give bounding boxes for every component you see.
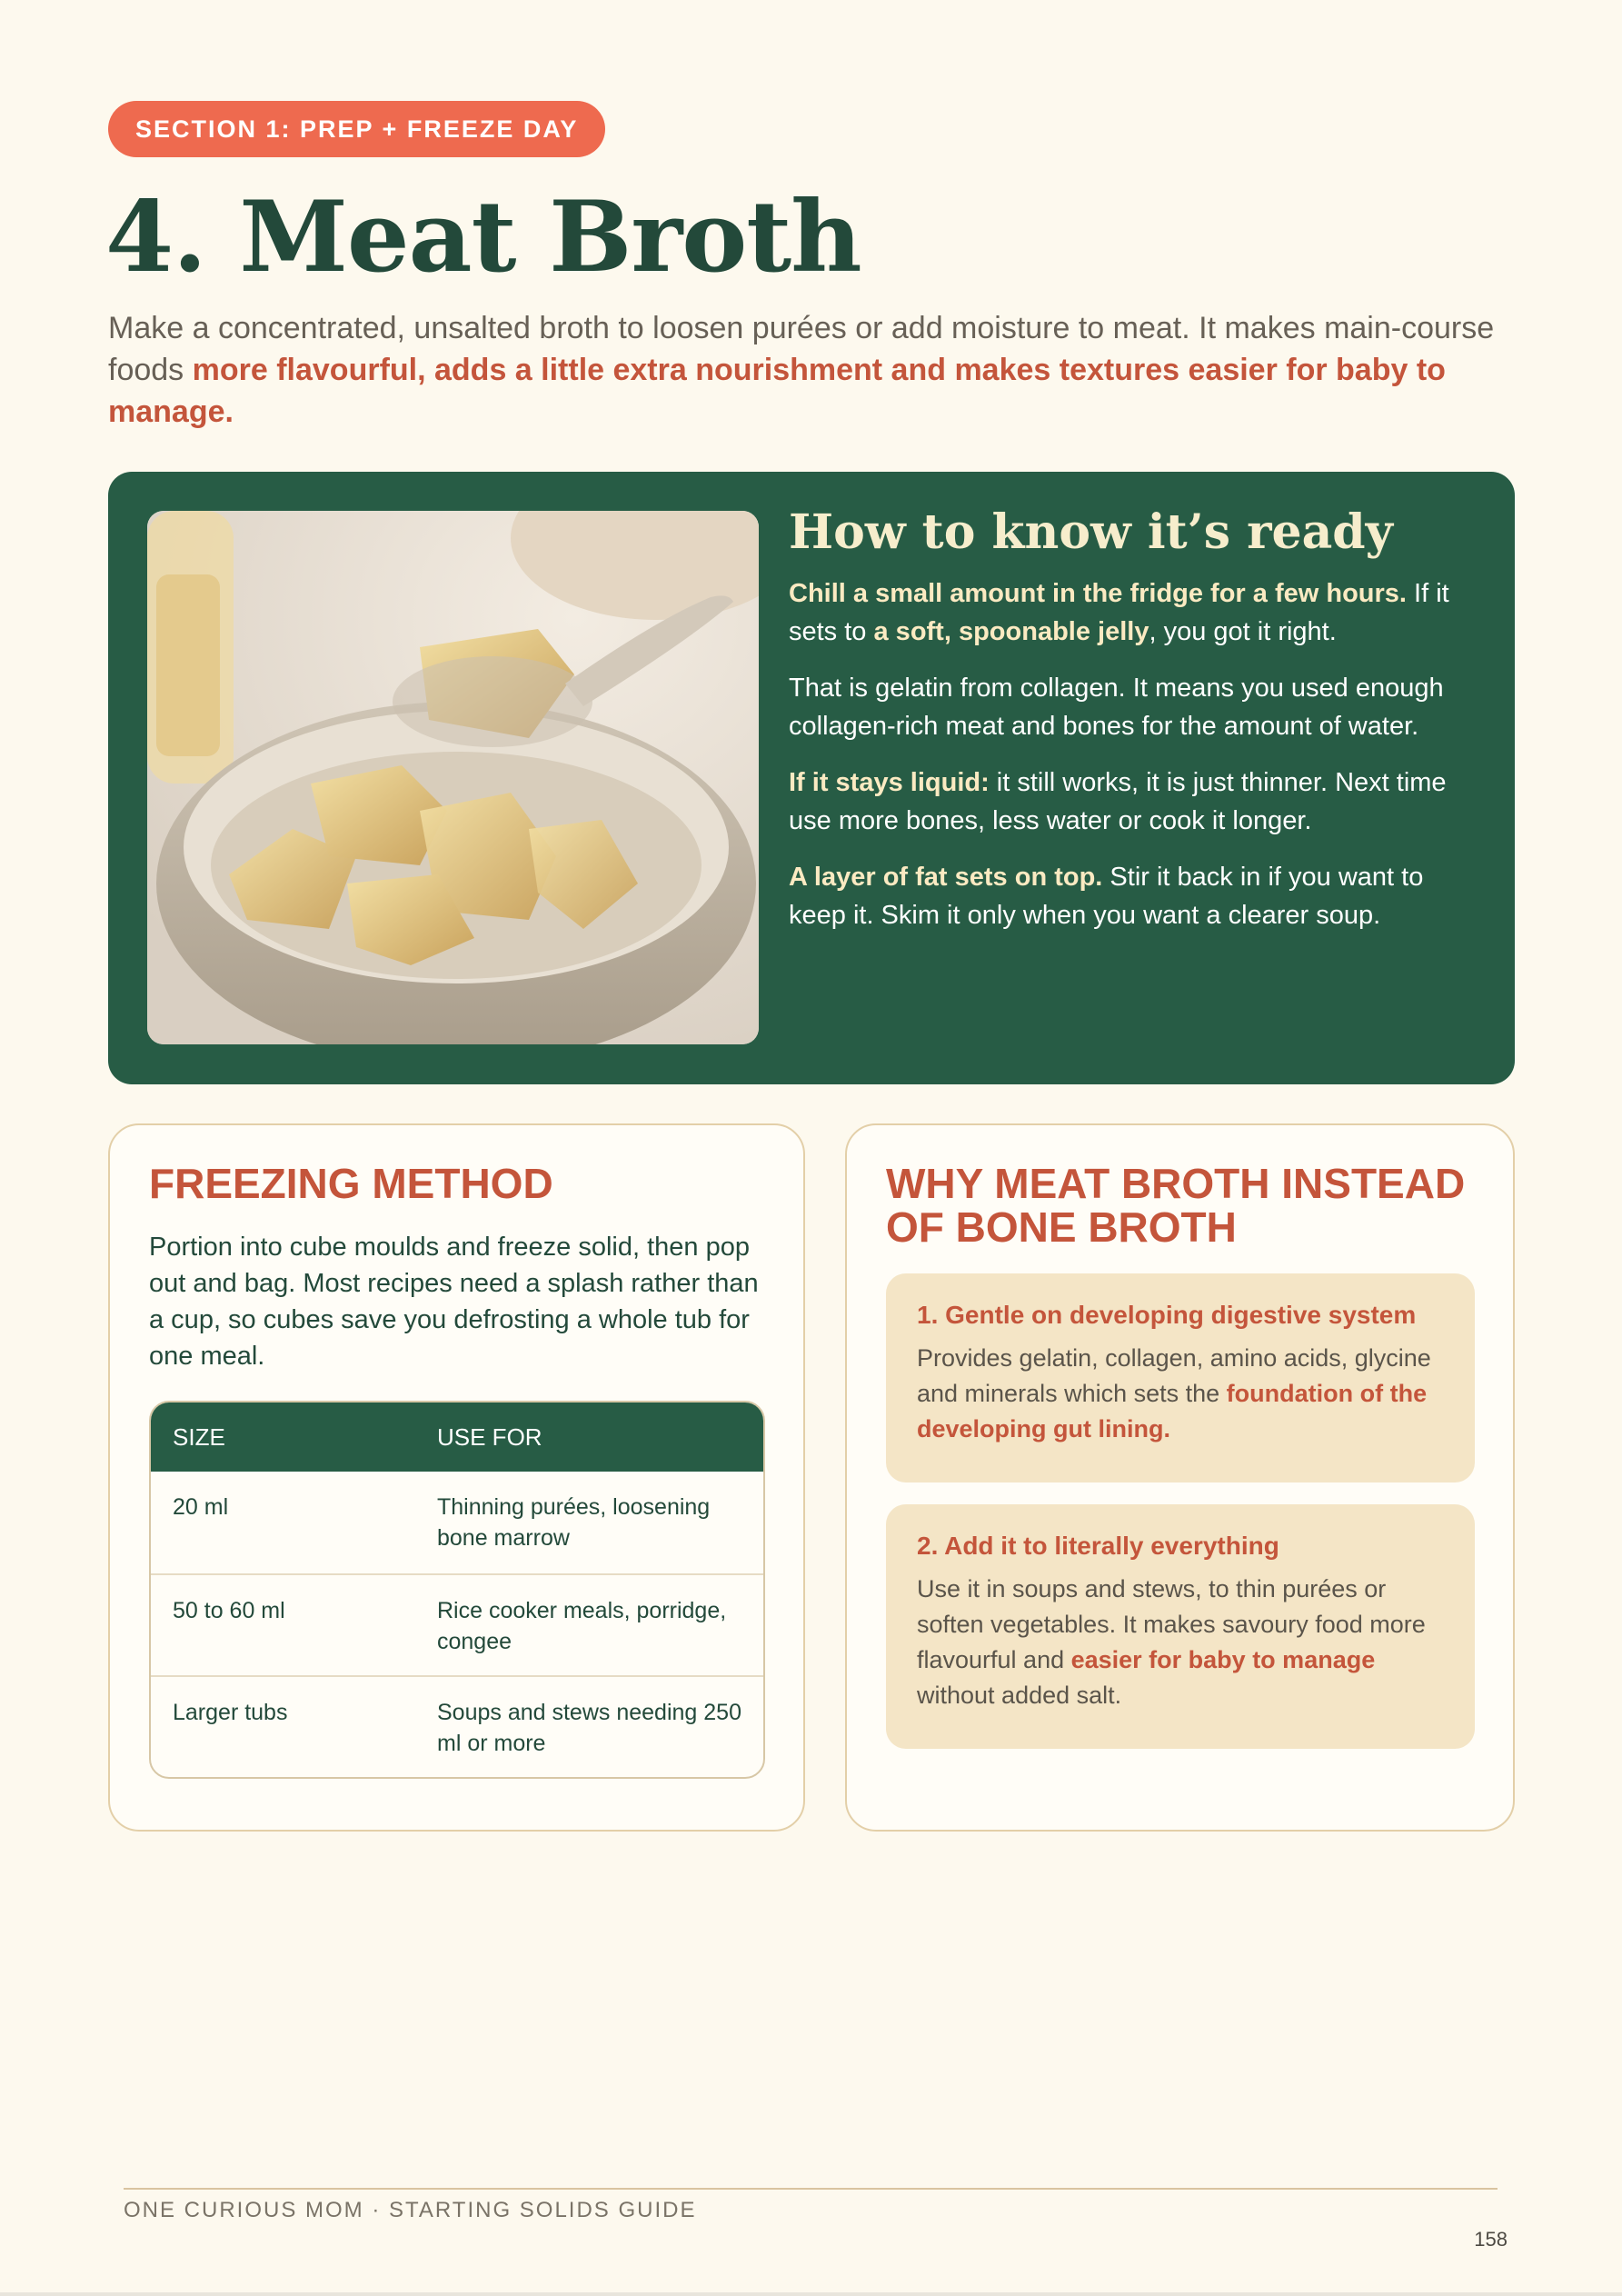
table-header [151,1403,763,1472]
ready-heading: How to know it’s ready [789,504,1393,560]
ready-text-column [789,504,1479,953]
freezing-text: Portion into cube moulds and freeze solid, then pop out and bag. Most recipes need a splash rather than a cup, so cubes save you defrosting a whole tub for one meal. [149,1233,759,1371]
why-box-1-title: 1. Gentle on developing digestive system [917,1301,1417,1329]
cell-use-for: Thinning purées, loosening bone marrow [437,1494,711,1551]
freezing-method-card [108,1123,805,1832]
cell-use-for: Rice cooker meals, porridge, congee [437,1598,727,1654]
table-row [151,1573,763,1675]
table-row [151,1472,763,1573]
why-box-2-text [917,1572,1444,1713]
ready-p1-text-b: , you got it right. [1149,617,1337,646]
ready-p3-text: it still works, it is just thinner. Next time use more bones, less water or cook it longer. [789,768,1447,835]
why-box-2-title: 2. Add it to literally everything [917,1532,1279,1560]
cell-size: 50 to 60 ml [173,1598,285,1623]
why-box-1-text [917,1341,1444,1447]
footer-divider [124,2188,1498,2190]
why-box-1-plain: Provides gelatin, collagen, amino acids, glycine and minerals which sets the [917,1344,1431,1407]
ready-paragraph-1 [789,574,1479,651]
ready-p1-bold-b: a soft, spoonable jelly [873,617,1149,646]
cell-size: Larger tubs [173,1700,288,1725]
ready-paragraph-3 [789,764,1479,840]
ready-p4-text: Stir it back in if you want to keep it. Skim it only when you want a clearer soup. [789,863,1424,930]
ready-panel [108,472,1515,1084]
intro-paragraph [108,307,1508,433]
header-size: SIZE [173,1423,225,1451]
why-box-1-highlight: foundation of the developing gut lining. [917,1380,1428,1442]
table-row [151,1675,763,1777]
ready-p3-bold: If it stays liquid: [789,768,990,797]
why-meat-broth-card [845,1123,1515,1832]
why-heading: WHY MEAT BROTH INSTEAD OF BONE BROTH [886,1160,1466,1251]
intro-text: Make a concentrated, unsalted broth to loosen purées or add moisture to meat. It makes main-course foods [108,311,1495,387]
page-number: 158 [1474,2228,1508,2251]
page-title: 4. Meat Broth [105,180,861,294]
portion-size-table [149,1401,765,1779]
freezing-heading: FREEZING METHOD [149,1160,553,1207]
cell-size: 20 ml [173,1494,229,1520]
header-use-for: USE FOR [437,1423,542,1451]
section-badge-label: SECTION 1: PREP + FREEZE DAY [135,115,579,143]
intro-highlight: more flavourful, adds a little extra nourishment and makes textures easier for baby to manage. [108,353,1446,429]
why-box-2-highlight: easier for baby to manage [1070,1646,1376,1673]
ready-p1-bold-a: Chill a small amount in the fridge for a few hours. [789,579,1407,608]
broth-jelly-photo [147,511,759,1044]
ready-p1-text-a: If it sets to [789,579,1449,646]
why-box-2-plain-a: Use it in soups and stews, to thin purées or soften vegetables. It makes savoury food more flavourful and [917,1575,1426,1673]
section-badge [108,101,605,157]
ready-p4-bold: A layer of fat sets on top. [789,863,1103,892]
why-box-everything [886,1504,1475,1749]
ready-paragraph-4 [789,858,1479,934]
page-edge [0,2292,1622,2296]
footer-title: ONE CURIOUS MOM · STARTING SOLIDS GUIDE [124,2198,697,2222]
ready-paragraph-2: That is gelatin from collagen. It means you used enough collagen-rich meat and bones for the amount of water. [789,674,1444,741]
why-box-digestive [886,1273,1475,1482]
why-box-2-plain-b: without added salt. [917,1682,1122,1709]
cell-use-for: Soups and stews needing 250 ml or more [437,1700,741,1756]
